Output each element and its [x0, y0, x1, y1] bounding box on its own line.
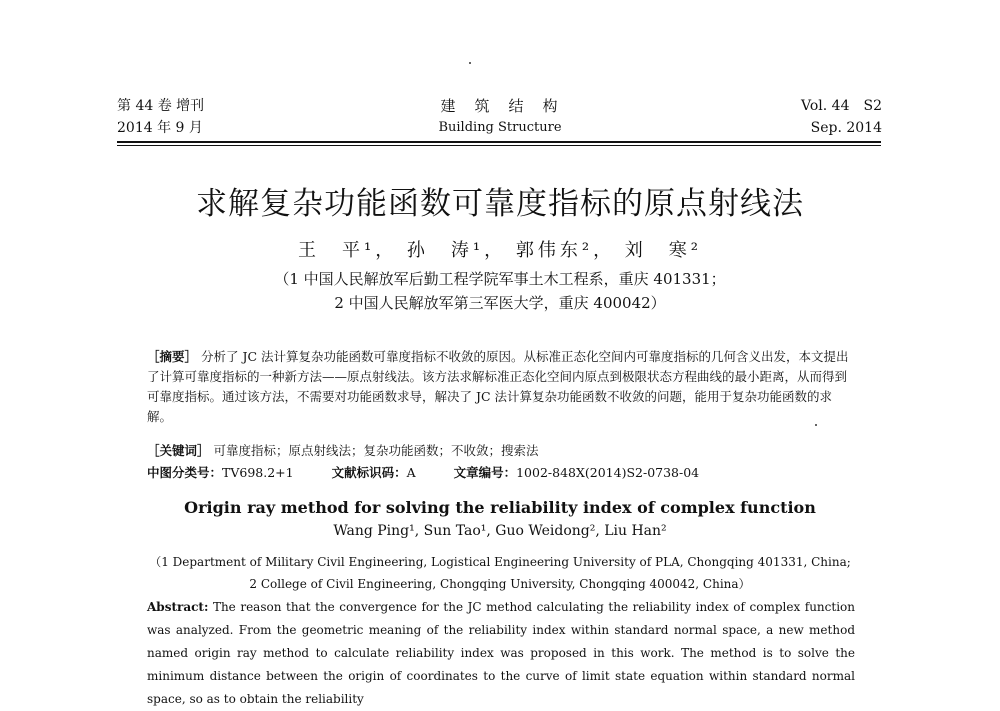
abstract-en [147, 596, 855, 711]
paper-title-en: Origin ray method for solving the reliability index of complex function [184, 498, 816, 517]
keywords-cn [147, 441, 539, 459]
abstract-cn-text: 分析了 JC 法计算复杂功能函数可靠度指标不收敛的原因。从标准正态化空间内可靠度指标的几何含义出发，本文提出了计算可靠度指标的一种新方法——原点射线法。该方法求解标准正态化空间内原点到极限状态方程曲线的最小距离，从而得到可靠度指标。通过该方法，不需要对功能函数求导，解决了 JC 法计算复杂功能函数不收敛的问题，能用于复杂功能函数的求解。 [147, 349, 849, 424]
affiliation-en-1: （1 Department of Military Civil Engineering, Logistical Engineering University of PLA, Chongqing 401331, China; [149, 555, 851, 569]
affiliation-cn-2: 2 中国人民解放军第三军医大学，重庆 400042） [334, 294, 666, 312]
header-volume-en: Vol. 44 S2 [801, 98, 882, 114]
clc-value: TV698.2+1 [222, 465, 294, 480]
abstract-cn-label: ［摘要］ [147, 349, 198, 364]
keywords-cn-label: ［关键词］ [147, 443, 210, 458]
doc-code-value: A [406, 465, 416, 480]
abstract-en-label: Abstract: [147, 600, 209, 614]
authors-en: Wang Ping¹, Sun Tao¹, Guo Weidong², Liu Han² [333, 523, 667, 539]
article-no-value: 1002-848X(2014)S2-0738-04 [516, 465, 700, 480]
header-volume-cn: 第 44 卷 增刊 [117, 98, 205, 114]
header-rule-thin [117, 145, 881, 146]
header-rule-thick [117, 141, 881, 143]
scan-speck [469, 62, 471, 64]
classification-line [147, 463, 699, 481]
affiliation-cn-1: （1 中国人民解放军后勤工程学院军事土木工程系，重庆 401331； [274, 270, 726, 288]
abstract-en-text: The reason that the convergence for the JC method calculating the reliability index of complex function was analyzed. From the geometric meaning of the reliability index within standard normal space, a new method named origin ray method to calculate reliability index was proposed in this work. The method is to solve the minimum distance between the origin of coordinates to the curve of limit state equation within standard normal space, so as to obtain the reliability [147, 600, 855, 706]
doc-code-label: 文献标识码： [331, 465, 407, 480]
clc-label: 中图分类号： [147, 465, 223, 480]
header-date-cn: 2014 年 9 月 [117, 120, 203, 136]
abstract-cn [147, 347, 855, 427]
paper-title-cn: 求解复杂功能函数可靠度指标的原点射线法 [196, 186, 804, 222]
header-journal-en: Building Structure [438, 120, 562, 135]
authors-cn: 王 平¹， 孙 涛¹， 郭伟东²， 刘 寒² [297, 240, 703, 261]
header-journal-cn: 建 筑 结 构 [440, 97, 560, 115]
article-no-label: 文章编号： [453, 465, 517, 480]
header-date-en: Sep. 2014 [810, 120, 882, 136]
affiliation-en-2: 2 College of Civil Engineering, Chongqing University, Chongqing 400042, China） [249, 577, 751, 591]
keywords-cn-text: 可靠度指标；原点射线法；复杂功能函数；不收敛；搜索法 [213, 443, 539, 458]
